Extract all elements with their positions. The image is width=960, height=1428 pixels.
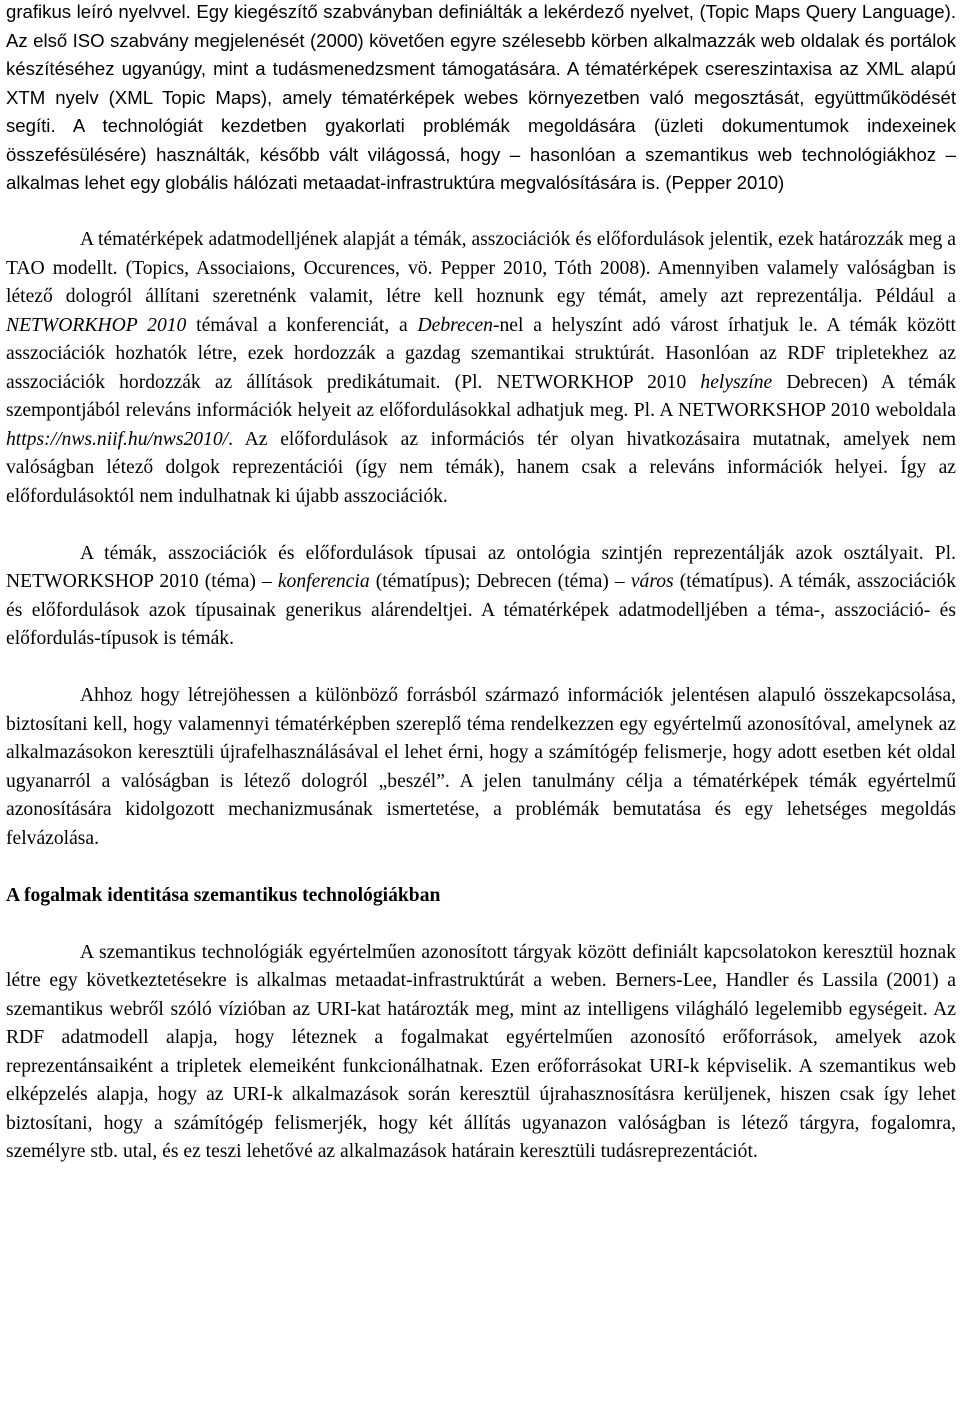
paragraph-semantic-identity — [6, 939, 956, 1167]
paragraph-text: (tématípus). A témák, asszociációk és előfordulások azok típusainak generikus alárendeltjei. A tématérképek adatmodelljében a téma-, asszociáció- és előfordulás-típusok is témák. — [6, 571, 956, 649]
paragraph-tao-model — [6, 226, 956, 511]
paragraph-text: grafikus leíró nyelvvel. Egy kiegészítő szabványban definiálták a lekérdező nyelvet, (Topic Maps Query Language). Az első ISO szabvány megjelenését (2000) követően egyre szélesebb körben alkalmazzák web oldalak és portálok készítéséhez ugyanúgy, mint a tudásmenedzsment támogatására. A tématérképek csereszintaxisa az XML alapú XTM nyelv (XML Topic Maps), amely tématérképek webes környezetben való megosztását, együttműködését segíti. A technológiát kezdetben gyakorlati problémák megoldására (üzleti dokumentumok indexeinek összefésülésére) használták, később vált világossá, hogy – hasonlóan a szemantikus web technológiákhoz – alkalmas lehet egy globális hálózati metaadat-infrastruktúra megvalósítására is. (Pepper 2010) — [6, 1, 956, 193]
paragraph-study-aim — [6, 682, 956, 853]
paragraph-text: . Az előfordulások az információs tér olyan hivatkozásaira mutatnak, amelyek nem valóságban létező dolgok reprezentációi (így nem témák), hanem csak a releváns információk helyei. Így az előfordulásoktól nem indulhatnak ki újabb asszociációk. — [6, 428, 956, 507]
paragraph-text: Debrecen) A témák szempontjából releváns információk helyeit az előfordulásokkal adhatjuk meg. Pl. A NETWORKSHOP 2010 weboldala — [6, 371, 956, 421]
paragraph-text: témával a konferenciát, a — [186, 314, 418, 336]
section-heading: A fogalmak identitása szemantikus technológiákban — [6, 884, 441, 906]
italic-url: https://nws.niif.hu/nws2010/ — [6, 428, 229, 450]
paragraph-text: Ahhoz hogy létrejöhessen a különböző forrásból származó információk jelentésen alapuló összekapcsolása, biztosítani kell, hogy valamennyi tématérképben szereplő téma rendelkezzen egy egyértelmű azonosítóval, amelynek az alkalmazásokon keresztüli újrafelhasználásával el lehet érni, hogy a számítógép felismerje, hogy adott esetben két oldal ugyanarról a valóságban is létező dologról „beszél”. A jelen tanulmány célja a tématérképek témák egyértelmű azonosítására kidolgozott mechanizmusának ismertetése, a problémák bemutatása és egy lehetséges megoldás felvázolása. — [6, 685, 956, 849]
paragraph-topic-maps-history — [6, 0, 956, 198]
paragraph-text: -nel a helyszínt adó várost írhatjuk le. A témák között asszociációk hozhatók létre, ezek hordozzák a gazdag szemantikai struktúrát. Hasonlóan az RDF tripletekhez az asszociációk hordozzák az állítások predikátumait. (Pl. NETWORKHOP 2010 — [6, 314, 956, 393]
paragraph-text: (tématípus); Debrecen (téma) – — [369, 571, 631, 592]
italic-term: város — [630, 571, 674, 592]
italic-term: NETWORKHOP 2010 — [6, 314, 187, 336]
paragraph-text: A témák, asszociációk és előfordulások típusai az ontológia szintjén reprezentálják azok osztályait. Pl. NETWORKSHOP 2010 (téma) – — [6, 542, 956, 592]
paragraph-text: A szemantikus technológiák egyértelműen azonosított tárgyak között definiált kapcsolatokon keresztül hoznak létre egy következtetésekre is alkalmas metaadat-infrastruktúrát a weben. Berners-Lee, Handler és Lassila (2001) a szemantikus webről szóló vízióban az URI-kat határozták meg, mint az intelligens világháló legelemibb egységeit. Az RDF adatmodell alapja, hogy léteznek a fogalmakat egyértelműen azonosító erőforrások, amelyek azok reprezentánsaiként a tripletek elemeiként funkcionálhatnak. Ezen erőforrásokat URI-k képviselik. A szemantikus web elképzelés alapja, hogy az URI-k alkalmazások során keresztül újrahasznosításra kerüljenek, hiszen csak így lehet biztosítani, hogy a számítógép felismerjék, hogy két állítás ugyanazon valóságban is létező tárgyra, fogalomra, személyre stb. utal, és ez teszi lehetővé az alkalmazások határain keresztüli tudásreprezentációt. — [6, 941, 956, 1162]
italic-term: konferencia — [277, 571, 370, 592]
italic-term: Debrecen — [417, 314, 493, 336]
paragraph-text: A tématérképek adatmodelljének alapját a témák, asszociációk és előfordulások jelentik, ezek határozzák meg a TAO modellt. (Topics, Associaions, Occurences, vö. Pepper 2010, Tóth 2008). Amennyiben valamely valóságban is létező dologról állítani szeretnénk valamit, létre kell hoznunk egy témát, amely azt reprezentálja. Például a — [6, 229, 956, 307]
paragraph-ontology-types — [6, 540, 956, 654]
italic-term: helyszíne — [700, 371, 773, 393]
